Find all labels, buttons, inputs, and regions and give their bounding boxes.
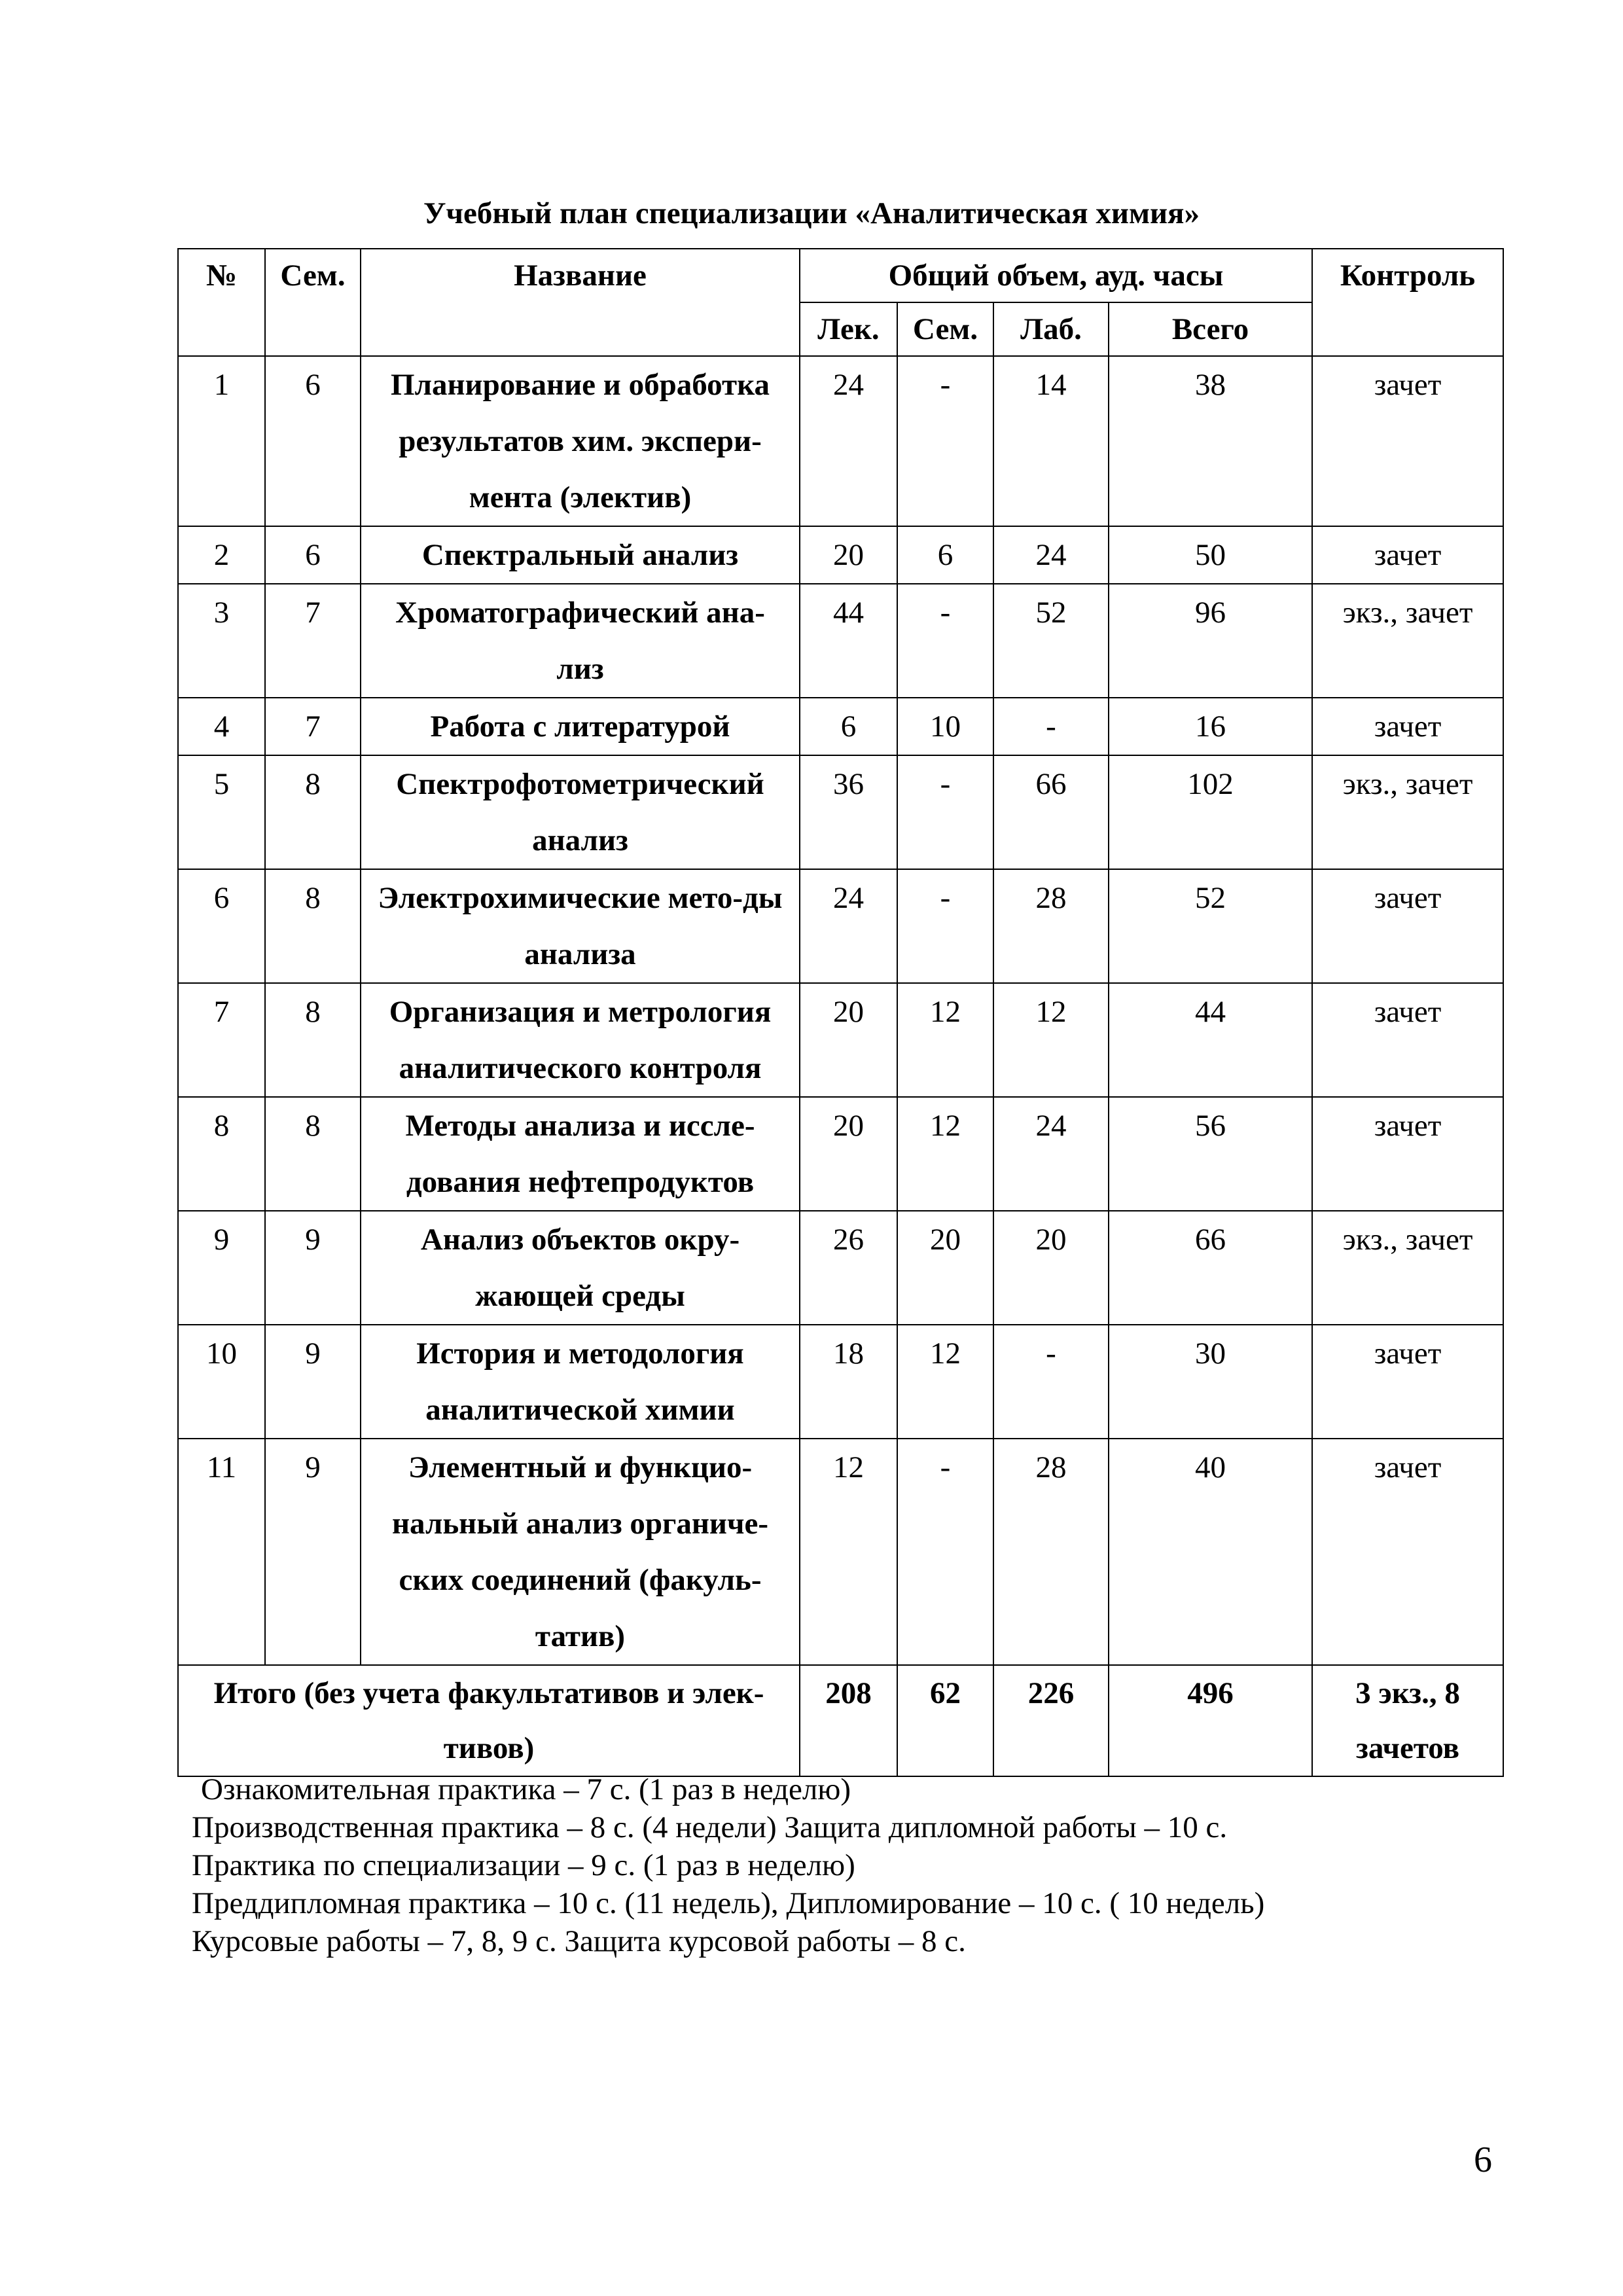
- note-line: Производственная практика – 8 с. (4 недели) Защита дипломной работы – 10 с.: [192, 1810, 1228, 1844]
- header-control: Контроль: [1312, 249, 1503, 356]
- row-lek: 6: [800, 698, 897, 755]
- row-lek: 24: [800, 356, 897, 526]
- row-control: зачет: [1312, 869, 1503, 983]
- header-sem: Сем.: [265, 249, 361, 356]
- table-row: [178, 1439, 1503, 1665]
- row-sem: 9: [265, 1439, 361, 1665]
- row-num: 10: [178, 1325, 265, 1439]
- row-name: История и методология аналитической химии: [361, 1325, 800, 1439]
- row-sem-hours: 12: [897, 1097, 993, 1211]
- row-control: зачет: [1312, 1439, 1503, 1665]
- totals-control: 3 экз., 8 зачетов: [1312, 1665, 1503, 1776]
- table-row: [178, 584, 1503, 698]
- row-sem-hours: -: [897, 869, 993, 983]
- row-num: 5: [178, 755, 265, 869]
- row-lab: 20: [993, 1211, 1109, 1325]
- row-lab: 28: [993, 869, 1109, 983]
- row-num: 6: [178, 869, 265, 983]
- row-sem: 7: [265, 698, 361, 755]
- row-lab: 24: [993, 1097, 1109, 1211]
- row-sem: 8: [265, 983, 361, 1097]
- row-lab: -: [993, 1325, 1109, 1439]
- row-total: 96: [1109, 584, 1312, 698]
- row-lek: 20: [800, 526, 897, 584]
- row-control: зачет: [1312, 356, 1503, 526]
- note-line: Преддипломная практика – 10 с. (11 недель), Дипломирование – 10 с. ( 10 недель): [192, 1886, 1265, 1920]
- row-control: зачет: [1312, 1097, 1503, 1211]
- totals-total: 496: [1109, 1665, 1312, 1776]
- row-lek: 20: [800, 983, 897, 1097]
- totals-lek: 208: [800, 1665, 897, 1776]
- row-sem: 9: [265, 1325, 361, 1439]
- row-control: экз., зачет: [1312, 1211, 1503, 1325]
- row-sem: 7: [265, 584, 361, 698]
- row-control: экз., зачет: [1312, 755, 1503, 869]
- note-line: Курсовые работы – 7, 8, 9 с. Защита курсовой работы – 8 с.: [192, 1924, 966, 1958]
- row-total: 30: [1109, 1325, 1312, 1439]
- totals-row: [178, 1665, 1503, 1776]
- row-sem: 8: [265, 869, 361, 983]
- header-name: Название: [361, 249, 800, 356]
- row-lab: 66: [993, 755, 1109, 869]
- table-row: [178, 698, 1503, 755]
- row-name: Организация и метрология аналитического контроля: [361, 983, 800, 1097]
- row-total: 56: [1109, 1097, 1312, 1211]
- row-sem-hours: 12: [897, 1325, 993, 1439]
- row-num: 4: [178, 698, 265, 755]
- row-sem-hours: 6: [897, 526, 993, 584]
- note-line: Практика по специализации – 9 с. (1 раз в неделю): [192, 1848, 855, 1882]
- curriculum-table: [177, 248, 1504, 1777]
- row-num: 9: [178, 1211, 265, 1325]
- row-sem-hours: 12: [897, 983, 993, 1097]
- row-sem-hours: -: [897, 755, 993, 869]
- row-sem-hours: 20: [897, 1211, 993, 1325]
- row-name: Элементный и функцио-нальный анализ органиче-ских соединений (факуль-татив): [361, 1439, 800, 1665]
- row-name: Работа с литературой: [361, 698, 800, 755]
- row-control: зачет: [1312, 526, 1503, 584]
- header-lab: Лаб.: [993, 302, 1109, 356]
- row-name: Хроматографический ана-лиз: [361, 584, 800, 698]
- row-total: 40: [1109, 1439, 1312, 1665]
- row-sem: 6: [265, 526, 361, 584]
- row-lab: 14: [993, 356, 1109, 526]
- row-lek: 36: [800, 755, 897, 869]
- table-row: [178, 983, 1503, 1097]
- row-name: Электрохимические мето-ды анализа: [361, 869, 800, 983]
- header-num: №: [178, 249, 265, 356]
- row-sem-hours: -: [897, 1439, 993, 1665]
- row-num: 8: [178, 1097, 265, 1211]
- table-row: [178, 356, 1503, 526]
- row-lab: 52: [993, 584, 1109, 698]
- row-lab: 24: [993, 526, 1109, 584]
- header-sem-hours: Сем.: [897, 302, 993, 356]
- totals-lab: 226: [993, 1665, 1109, 1776]
- page-title: Учебный план специализации «Аналитическая химия»: [423, 196, 1200, 230]
- row-lek: 44: [800, 584, 897, 698]
- table-row: [178, 1097, 1503, 1211]
- row-total: 38: [1109, 356, 1312, 526]
- row-num: 11: [178, 1439, 265, 1665]
- row-name: Спектральный анализ: [361, 526, 800, 584]
- page-number: 6: [1474, 2140, 1492, 2180]
- row-sem: 6: [265, 356, 361, 526]
- totals-sem-hours: 62: [897, 1665, 993, 1776]
- header-total: Всего: [1109, 302, 1312, 356]
- row-num: 3: [178, 584, 265, 698]
- row-lab: 12: [993, 983, 1109, 1097]
- row-sem-hours: -: [897, 584, 993, 698]
- header-lek: Лек.: [800, 302, 897, 356]
- row-lab: -: [993, 698, 1109, 755]
- row-total: 50: [1109, 526, 1312, 584]
- row-lek: 12: [800, 1439, 897, 1665]
- row-name: Анализ объектов окру-жающей среды: [361, 1211, 800, 1325]
- row-sem-hours: 10: [897, 698, 993, 755]
- row-name: Методы анализа и иссле-дования нефтепродуктов: [361, 1097, 800, 1211]
- table-row: [178, 1325, 1503, 1439]
- row-total: 52: [1109, 869, 1312, 983]
- row-total: 66: [1109, 1211, 1312, 1325]
- header-row: [178, 249, 1503, 302]
- row-name: Планирование и обработка результатов хим. экспери-мента (электив): [361, 356, 800, 526]
- row-sem-hours: -: [897, 356, 993, 526]
- note-line: Ознакомительная практика – 7 с. (1 раз в неделю): [201, 1772, 851, 1806]
- header-volume: Общий объем, ауд. часы: [800, 249, 1312, 302]
- row-control: зачет: [1312, 698, 1503, 755]
- row-control: зачет: [1312, 983, 1503, 1097]
- row-lek: 18: [800, 1325, 897, 1439]
- row-num: 7: [178, 983, 265, 1097]
- row-lek: 26: [800, 1211, 897, 1325]
- row-total: 44: [1109, 983, 1312, 1097]
- row-total: 102: [1109, 755, 1312, 869]
- table-row: [178, 526, 1503, 584]
- row-lek: 20: [800, 1097, 897, 1211]
- table-row: [178, 1211, 1503, 1325]
- row-lab: 28: [993, 1439, 1109, 1665]
- row-sem: 9: [265, 1211, 361, 1325]
- row-num: 1: [178, 356, 265, 526]
- notes-block: [192, 1770, 1264, 1960]
- row-sem: 8: [265, 1097, 361, 1211]
- row-num: 2: [178, 526, 265, 584]
- row-total: 16: [1109, 698, 1312, 755]
- row-control: экз., зачет: [1312, 584, 1503, 698]
- table-row: [178, 869, 1503, 983]
- row-sem: 8: [265, 755, 361, 869]
- row-lek: 24: [800, 869, 897, 983]
- row-control: зачет: [1312, 1325, 1503, 1439]
- row-name: Спектрофотометрический анализ: [361, 755, 800, 869]
- table-row: [178, 755, 1503, 869]
- totals-label: Итого (без учета факультативов и элек-тивов): [178, 1665, 800, 1776]
